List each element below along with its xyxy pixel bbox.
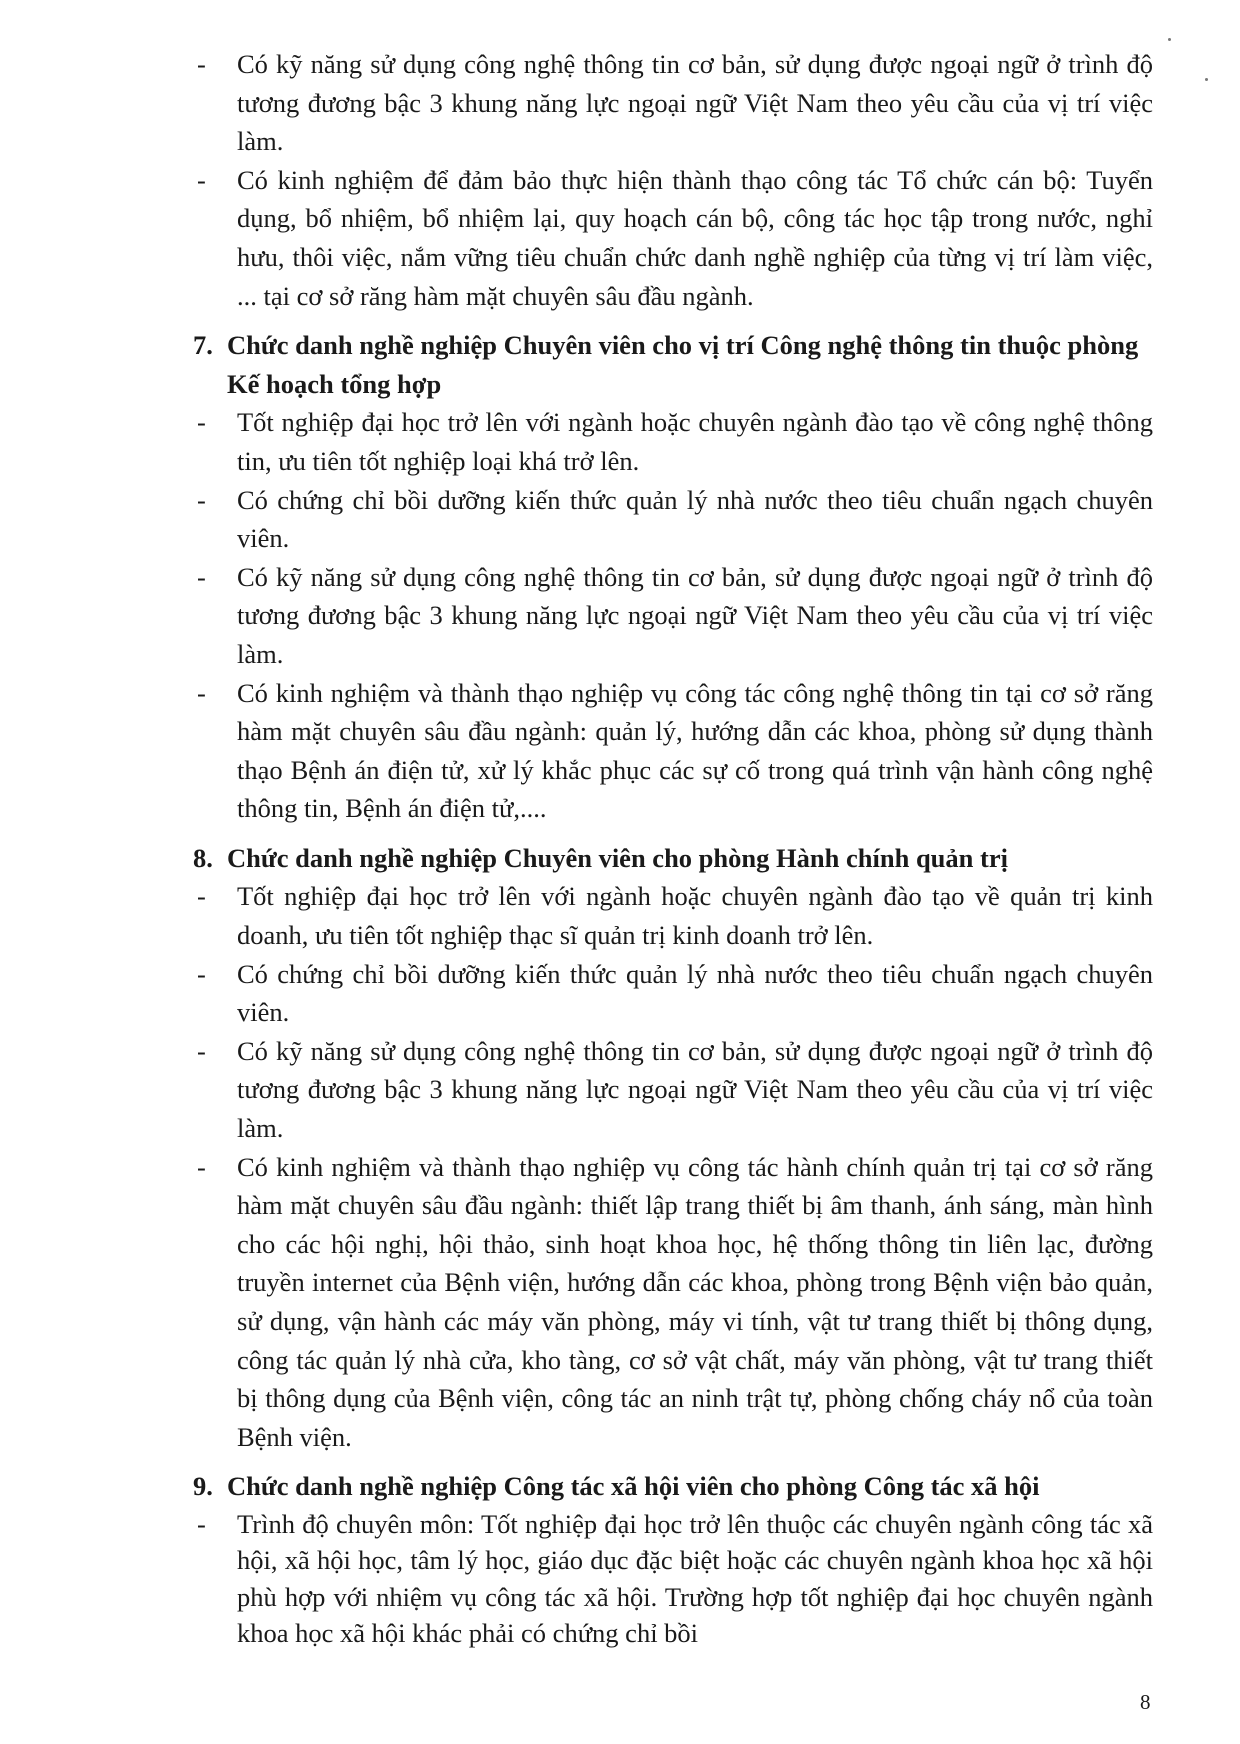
page-number: 8: [1140, 1690, 1151, 1714]
bullet-dash: -: [197, 881, 206, 912]
scan-speck: [1205, 78, 1208, 81]
list-item-text: Có chứng chỉ bồi dưỡng kiến thức quản lý nhà nước theo tiêu chuẩn ngạch chuyên viên.: [237, 484, 1153, 554]
bullet-dash: -: [197, 561, 206, 592]
bullet-dash: -: [197, 1151, 206, 1182]
bullet-dash: -: [197, 1508, 206, 1539]
list-item-text: Có kinh nghiệm và thành thạo nghiệp vụ công tác hành chính quản trị tại cơ sở răng hàm mặt chuyên sâu đầu ngành: thiết lập trang thiết bị âm thanh, ánh sáng, màn hình cho các hội nghị, hội thảo, sinh hoạt khoa học, hệ thống thông tin liên lạc, đường truyền internet của Bệnh viện, hướng dẫn các khoa, phòng trong Bệnh viện bảo quản, sử dụng, vận hành các máy văn phòng, máy vi tính, vật tư trang thiết bị thông dụng, công tác quản lý nhà cửa, kho tàng, cơ sở vật chất, máy văn phòng, vật tư trang thiết bị thông dụng của Bệnh viện, công tác an ninh trật tự, phòng chống cháy nổ của toàn Bệnh viện.: [237, 1151, 1153, 1452]
list-item: [193, 45, 1153, 161]
list-item-text: Có chứng chỉ bồi dưỡng kiến thức quản lý nhà nước theo tiêu chuẩn ngạch chuyên viên.: [237, 958, 1153, 1028]
list-item-text: Có kỹ năng sử dụng công nghệ thông tin cơ bản, sử dụng được ngoại ngữ ở trình độ tương đương bậc 3 khung năng lực ngoại ngữ Việt Nam theo yêu cầu của vị trí việc làm.: [237, 49, 1153, 157]
list-item: [193, 161, 1153, 315]
bullet-dash: -: [197, 49, 206, 79]
section-title: Chức danh nghề nghiệp Công tác xã hội viên cho phòng Công tác xã hội: [227, 1471, 1040, 1502]
list-item-text: Tốt nghiệp đại học trở lên với ngành hoặc chuyên ngành đào tạo về quản trị kinh doanh, ưu tiên tốt nghiệp thạc sĩ quản trị kinh doanh trở lên.: [237, 881, 1153, 951]
bullet-dash: -: [197, 677, 206, 708]
section-title: Chức danh nghề nghiệp Chuyên viên cho phòng Hành chính quản trị: [227, 842, 1008, 873]
document-body: [193, 45, 1153, 1652]
list-item: [193, 1148, 1153, 1457]
bullet-dash: -: [197, 1035, 206, 1066]
section-heading-9: [193, 1467, 1153, 1506]
bullet-dash: -: [197, 164, 206, 195]
list-item-text: Có kỹ năng sử dụng công nghệ thông tin cơ bản, sử dụng được ngoại ngữ ở trình độ tương đương bậc 3 khung năng lực ngoại ngữ Việt Nam theo yêu cầu của vị trí việc làm.: [237, 561, 1153, 669]
list-item-text: Trình độ chuyên môn: Tốt nghiệp đại học trở lên thuộc các chuyên ngành công tác xã hội, xã hội học, tâm lý học, giáo dục đặc biệt hoặc các chuyên ngành khoa học xã hội phù hợp với nhiệm vụ công tác xã hội. Trường hợp tốt nghiệp đại học chuyên ngành khoa học xã hội khác phải có chứng chỉ bồi: [237, 1508, 1153, 1649]
list-item: [193, 558, 1153, 674]
bullet-dash: -: [197, 484, 206, 515]
bullet-dash: -: [197, 407, 206, 438]
section-number: 7.: [193, 330, 213, 361]
list-item-text: Có kinh nghiệm để đảm bảo thực hiện thành thạo công tác Tổ chức cán bộ: Tuyển dụng, bổ nhiệm, bổ nhiệm lại, quy hoạch cán bộ, công tác học tập trong nước, nghỉ hưu, thôi việc, nắm vững tiêu chuẩn chức danh nghề nghiệp của từng vị trí làm việc, ... tại cơ sở răng hàm mặt chuyên sâu đầu ngành.: [237, 164, 1153, 311]
list-item: [193, 481, 1153, 558]
list-item: [193, 877, 1153, 954]
list-item: [193, 674, 1153, 828]
section-heading-8: [193, 839, 1153, 878]
bullet-dash: -: [197, 958, 206, 989]
list-item-text: Có kỹ năng sử dụng công nghệ thông tin cơ bản, sử dụng được ngoại ngữ ở trình độ tương đương bậc 3 khung năng lực ngoại ngữ Việt Nam theo yêu cầu của vị trí việc làm.: [237, 1035, 1153, 1144]
list-item-text: Tốt nghiệp đại học trở lên với ngành hoặc chuyên ngành đào tạo về công nghệ thông tin, ưu tiên tốt nghiệp loại khá trở lên.: [237, 407, 1153, 476]
scan-speck: [1168, 38, 1171, 41]
section-number: 8.: [193, 842, 213, 873]
list-item: [193, 1506, 1153, 1652]
section-number: 9.: [193, 1471, 213, 1502]
list-item: [193, 1032, 1153, 1148]
section-title: Chức danh nghề nghiệp Chuyên viên cho vị trí Công nghệ thông tin thuộc phòng Kế hoạch tổng hợp: [227, 330, 1139, 399]
list-item: [193, 403, 1153, 480]
list-item: [193, 955, 1153, 1032]
list-item-text: Có kinh nghiệm và thành thạo nghiệp vụ công tác công nghệ thông tin tại cơ sở răng hàm mặt chuyên sâu đầu ngành: quản lý, hướng dẫn các khoa, phòng sử dụng thành thạo Bệnh án điện tử, xử lý khắc phục các sự cố trong quá trình vận hành công nghệ thông tin, Bệnh án điện tử,....: [237, 677, 1153, 824]
section-heading-7: [193, 326, 1153, 403]
